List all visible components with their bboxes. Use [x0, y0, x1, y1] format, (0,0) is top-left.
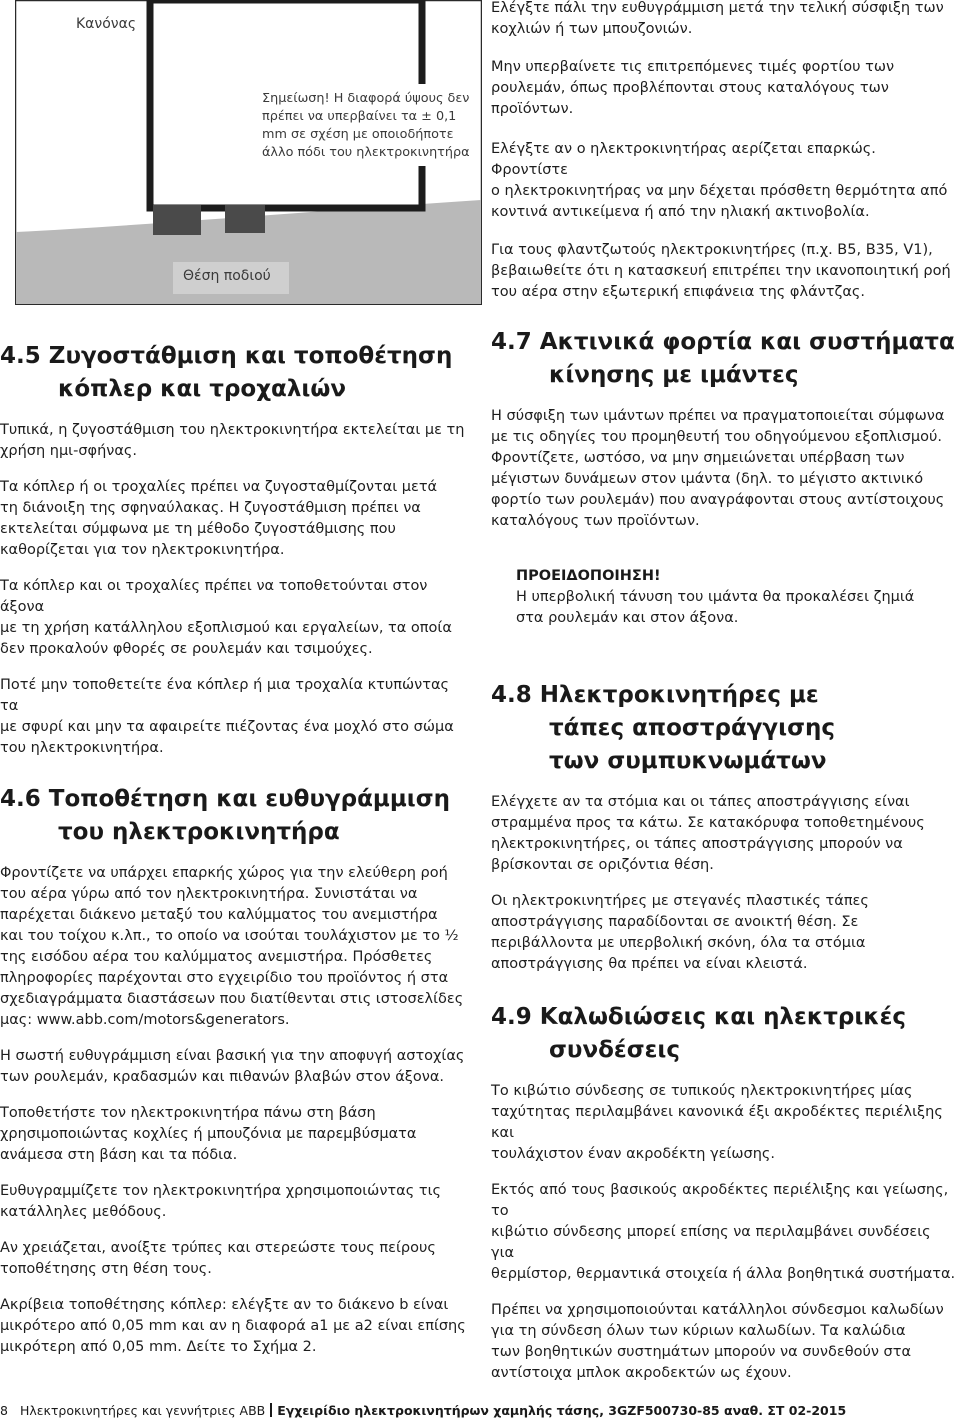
section-number: 4.6: [0, 786, 41, 812]
diagram-note-line: mm σε σχέση με οποιοδήποτε: [262, 127, 454, 142]
text-line: Πρέπει να χρησιμοποιούνται κατάλληλοι σύνδεσμοι καλωδίων: [491, 1302, 944, 1318]
text-line: ανάμεσα στη βάση και τα πόδια.: [0, 1147, 238, 1163]
right-column: [491, 326, 956, 1384]
text-line: του αέρα γύρω από τον ηλεκτροκινητήρα. Συνιστάται να: [0, 886, 418, 902]
section-number: 4.5: [0, 343, 41, 369]
paragraph: [0, 675, 470, 759]
text-line: Μην υπερβαίνετε τις επιτρεπόμενες τιμές φορτίου των: [491, 59, 895, 75]
text-line: Εκτός από τους βασικούς ακροδέκτες περιέλιξης και γείωσης, το: [491, 1182, 949, 1219]
section-4-5-body: [0, 420, 470, 759]
text-line: των βοηθητικών συστημάτων μπορούν να συνδεθούν στα: [491, 1344, 912, 1360]
text-line: των ρουλεμάν, κραδασμών και πιθανών βλαβών στον άξονα.: [0, 1069, 444, 1085]
text-line: μας: www.abb.com/motors&generators.: [0, 1012, 290, 1028]
text-line: τουλάχιστον έναν ακροδέκτη γείωσης.: [491, 1146, 776, 1162]
diagram-note: [262, 90, 470, 162]
text-line: Οι ηλεκτροκινητήρες με στεγανές πλαστικές τάπες: [491, 893, 869, 909]
foot-right: [225, 205, 265, 233]
page-footer: [0, 1400, 960, 1422]
section-title-line2: κίνησης με ιμάντες: [549, 362, 799, 388]
text-line: Η σύσφιξη των ιμάντων πρέπει να πραγματοποιείται σύμφωνα: [491, 408, 945, 424]
paragraph: [0, 1238, 470, 1280]
paragraph: [491, 1081, 956, 1165]
paragraph: [0, 863, 470, 1031]
text-line: παρέχεται διάκενο μεταξύ του καλύμματος του ανεμιστήρα: [0, 907, 438, 923]
text-line: Ευθυγραμμίζετε τον ηλεκτροκινητήρα χρησιμοποιώντας τις: [0, 1183, 441, 1199]
foot-label: Θέση ποδιού: [183, 268, 271, 284]
text-line: ηλεκτροκινητήρες, οι τάπες αποστράγγισης μπορούν να: [491, 836, 903, 852]
section-title: Τοποθέτηση και ευθυγράμμιση: [48, 786, 451, 812]
section-4-9-heading: [491, 1001, 956, 1067]
text-line: προϊόντων.: [491, 101, 574, 117]
paragraph: [491, 0, 953, 40]
text-line: Τα κόπλερ και οι τροχαλίες πρέπει να τοποθετούνται στον άξονα: [0, 578, 428, 615]
text-line: Φροντίζετε, ωστόσο, να μην σημειώνεται υπέρβαση των: [491, 450, 905, 466]
footer-separator: [270, 1403, 272, 1417]
text-line: με σφυρί και μην τα αφαιρείτε πιέζοντας ένα μοχλό στο σώμα: [0, 719, 454, 735]
section-title-line2: κόπλερ και τροχαλιών: [58, 376, 347, 402]
text-line: αποστράγγισης παραδίδονται σε ανοικτή θέση. Σε: [491, 914, 859, 930]
section-number: 4.7: [491, 329, 532, 355]
text-line: Η σωστή ευθυγράμμιση είναι βασική για την αποφυγή αστοχίας: [0, 1048, 465, 1064]
text-line: μικρότερο από 0,05 mm και αν η διαφορά a1 με a2 είναι επίσης: [0, 1318, 466, 1334]
section-number: 4.8: [491, 682, 532, 708]
paragraph: [491, 406, 956, 532]
text-line: με τη χρήση κατάλληλου εξοπλισμού και εργαλείων, τα οποία: [0, 620, 452, 636]
diagram-note-line: πρέπει να υπερβαίνει τα ± 0,1: [262, 109, 457, 124]
text-line: βεβαιωθείτε ότι η κατασκευή επιτρέπει την ικανοποιητική ροή: [491, 263, 951, 279]
warning-box: [491, 566, 956, 629]
text-line: και του τοίχου κ.λπ., το οποίο να ισούται τουλάχιστον με το ½: [0, 928, 459, 944]
text-line: χρησιμοποιώντας κοχλίες ή μπουζόνια με παρεμβύσματα: [0, 1126, 417, 1142]
text-line: Το κιβώτιο σύνδεσης σε τυπικούς ηλεκτροκινητήρες μίας: [491, 1083, 913, 1099]
section-4-7-heading: [491, 326, 956, 392]
text-line: αποστράγγισης θα πρέπει να είναι κλειστά.: [491, 956, 808, 972]
diagram-note-line: Σημείωση! Η διαφορά ύψους δεν: [262, 91, 470, 106]
paragraph: [0, 420, 470, 462]
text-line: Αν χρειάζεται, ανοίξτε τρύπες και στερεώστε τους πείρους: [0, 1240, 436, 1256]
paragraph: [491, 139, 953, 223]
paragraph: [0, 477, 470, 561]
text-line: ρουλεμάν, όπως προβλέπονται στους καταλόγους των: [491, 80, 889, 96]
text-line: μέγιστων δυνάμεων στον ιμάντα (δηλ. το μέγιστο ακτινικό: [491, 471, 924, 487]
text-line: για τη σύνδεση όλων των κύριων καλωδίων. Τα καλώδια: [491, 1323, 906, 1339]
paragraph: [491, 1180, 956, 1285]
section-4-8-body: [491, 792, 956, 975]
text-line: τη διάνοιξη της σφηναύλακας. Η ζυγοστάθμιση πρέπει να: [0, 500, 421, 516]
rule-label: Κανόνας: [76, 16, 137, 32]
section-title-line2: του ηλεκτροκινητήρα: [58, 819, 340, 845]
text-line: Ακρίβεια τοποθέτησης κόπλερ: ελέγξτε αν το διάκενο b είναι: [0, 1297, 449, 1313]
text-line: περιβάλλοντα με υπερβολική σκόνη, όλα τα στόμια: [491, 935, 866, 951]
paragraph: [491, 57, 953, 120]
text-line: Ελέγχετε αν τα στόμια και οι τάπες αποστράγγισης είναι: [491, 794, 910, 810]
text-line: τοποθέτησης στη θέση τους.: [0, 1261, 212, 1277]
text-line: κοχλιών ή των μπουζονιών.: [491, 21, 693, 37]
warning-text: στα ρουλεμάν και στον άξονα.: [516, 610, 739, 626]
text-line: της εισόδου αέρα του καλύμματος ανεμιστήρα. Πρόσθετες: [0, 949, 433, 965]
text-line: του αέρα στην εξωτερική επιφάνεια της φλάντζας.: [491, 284, 866, 300]
text-line: μικρότερη από 0,05 mm. Δείτε το Σχήμα 2.: [0, 1339, 317, 1355]
text-line: Φροντίζετε να υπάρχει επαρκής χώρος για την ελεύθερη ροή: [0, 865, 448, 881]
section-4-5-heading: [0, 340, 470, 406]
text-line: Για τους φλαντζωτούς ηλεκτροκινητήρες (π.χ. B5, B35, V1),: [491, 242, 933, 258]
footer-right-text: Εγχειρίδιο ηλεκτροκινητήρων χαμηλής τάσης, 3GZF500730-85 αναθ. ΣΤ 02-2015: [277, 1403, 847, 1418]
section-4-9-body: [491, 1081, 956, 1384]
section-title: Καλωδιώσεις και ηλεκτρικές: [539, 1004, 907, 1030]
text-line: καταλόγους των προϊόντων.: [491, 513, 700, 529]
paragraph: [491, 1300, 956, 1384]
text-line: ο ηλεκτροκινητήρας να μην δέχεται πρόσθετη θερμότητα από: [491, 183, 948, 199]
page-number: 8: [0, 1403, 8, 1418]
paragraph: [0, 1046, 470, 1088]
text-line: πληροφορίες παρέχονται στο εγχειρίδιο του προϊόντος ή στα: [0, 970, 449, 986]
section-4-7-body: [491, 406, 956, 629]
paragraph: [491, 240, 953, 303]
text-line: κιβώτιο σύνδεσης μπορεί επίσης να περιλαμβάνει συνδέσεις για: [491, 1224, 931, 1261]
section-title-line2: τάπες αποστράγγισης: [549, 715, 835, 741]
text-line: θερμίστορ, θερμαντικά στοιχεία ή άλλα βοηθητικά συστήματα.: [491, 1266, 956, 1282]
section-4-6-heading: [0, 783, 470, 849]
left-column: [0, 340, 470, 1358]
section-4-6-body: [0, 863, 470, 1358]
text-line: του ηλεκτροκινητήρα.: [0, 740, 164, 756]
footer-left-text: Ηλεκτροκινητήρες και γεννήτριες ABB: [19, 1403, 266, 1418]
text-line: βρίσκονται σε οριζόντια θέση.: [491, 857, 714, 873]
text-line: δεν προκαλούν φθορές σε ρουλεμάν και τσιμούχες.: [0, 641, 373, 657]
paragraph: [491, 792, 956, 876]
text-line: καθορίζεται για τον ηλεκτροκινητήρα.: [0, 542, 285, 558]
text-line: Ελέγξτε πάλι την ευθυγράμμιση μετά την τελική σύσφιξη των: [491, 0, 944, 16]
text-line: εκτελείται σύμφωνα με τη μέθοδο ζυγοστάθμισης που: [0, 521, 396, 537]
section-4-8-heading: [491, 679, 956, 778]
text-line: αντίστοιχα μπλοκ ακροδεκτών ως έχουν.: [491, 1365, 792, 1381]
text-line: κοντινά αντικείμενα ή από την ηλιακή ακτινοβολία.: [491, 204, 870, 220]
section-title-line3: των συμπυκνωμάτων: [549, 748, 827, 774]
warning-title: ΠΡΟΕΙΔΟΠΟΙΗΣΗ!: [516, 568, 661, 584]
diagram-note-line: άλλο πόδι του ηλεκτροκινητήρα: [262, 145, 470, 160]
section-title: Ηλεκτροκινητήρες με: [539, 682, 819, 708]
text-line: Ελέγξτε αν ο ηλεκτροκινητήρας αερίζεται επαρκώς. Φροντίστε: [491, 141, 876, 178]
text-line: κατάλληλες μεθόδους.: [0, 1204, 167, 1220]
text-line: φορτίο των ρουλεμάν) που αναγράφονται στους αντίστοιχους: [491, 492, 945, 508]
paragraph: [0, 1295, 470, 1358]
section-title-line2: συνδέσεις: [549, 1037, 681, 1063]
text-line: σχεδιαγράμματα διαστάσεων που διατίθενται στις ιστοσελίδες: [0, 991, 464, 1007]
foot-left: [153, 205, 201, 235]
text-line: Τοποθετήστε τον ηλεκτροκινητήρα πάνω στη βάση: [0, 1105, 376, 1121]
paragraph: [0, 1103, 470, 1166]
text-line: στραμμένα προς τα κάτω. Σε κατακόρυφα τοποθετημένους: [491, 815, 925, 831]
paragraph: [491, 891, 956, 975]
warning-text: Η υπερβολική τάνυση του ιμάντα θα προκαλέσει ζημιά: [516, 589, 915, 605]
text-line: ταχύτητας περιλαμβάνει κανονικά έξι ακροδέκτες περιέλιξης και: [491, 1104, 943, 1141]
section-title: Ακτινικά φορτία και συστήματα: [539, 329, 955, 355]
text-line: Ποτέ μην τοποθετείτε ένα κόπλερ ή μια τροχαλία κτυπώντας τα: [0, 677, 450, 714]
paragraph: [0, 576, 470, 660]
paragraph: [0, 1181, 470, 1223]
text-line: χρήση ημι-σφήνας.: [0, 443, 138, 459]
right-top-text: [491, 0, 953, 303]
section-title: Ζυγοστάθμιση και τοποθέτηση: [48, 343, 453, 369]
section-number: 4.9: [491, 1004, 532, 1030]
text-line: με τις οδηγίες του προμηθευτή του οδηγούμενου εξοπλισμού.: [491, 429, 942, 445]
text-line: Τυπικά, η ζυγοστάθμιση του ηλεκτροκινητήρα εκτελείται με τη: [0, 422, 465, 438]
text-line: Τα κόπλερ ή οι τροχαλίες πρέπει να ζυγοσταθμίζονται μετά: [0, 479, 438, 495]
